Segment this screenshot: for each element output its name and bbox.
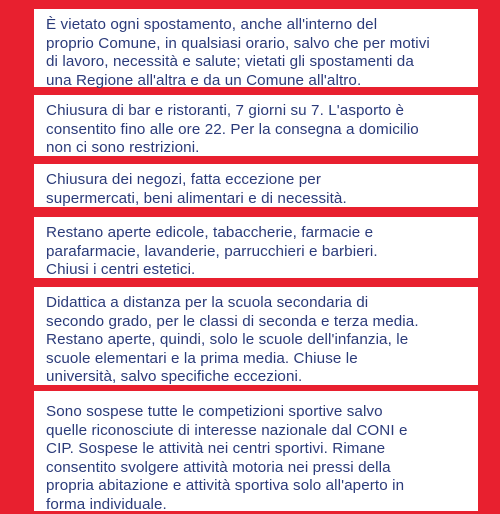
rule-card-bars-restaurants bbox=[28, 95, 478, 156]
rule-card-movement bbox=[28, 9, 478, 87]
rule-text: Sono sospese tutte le competizioni sportive salvo quelle riconosciute di interesse nazionale dal CONI e CIP. Sospese le attività nei centri sportivi. Rimane consentito svolgere attività motoria nei pressi della propria abitazione e attività sportiva solo all'aperto in forma individuale. bbox=[46, 403, 408, 513]
rule-text: È vietato ogni spostamento, anche all'interno del proprio Comune, in qualsiasi orario, salvo che per motivi di lavoro, necessità e salute; vietati gli spostamenti da una Regione all'altra e da un Comune all'altro. bbox=[46, 16, 430, 89]
rule-text: Chiusura dei negozi, fatta eccezione per supermercati, beni alimentari e di necessità. bbox=[46, 171, 347, 207]
rules-list bbox=[28, 0, 478, 513]
rule-text: Chiusura di bar e ristoranti, 7 giorni su 7. L'asporto è consentito fino alle ore 22. Per la consegna a domicilio non ci sono restrizioni. bbox=[46, 102, 419, 156]
rule-card-open-services bbox=[28, 217, 478, 278]
rule-card-sports bbox=[28, 391, 478, 511]
rule-text: Didattica a distanza per la scuola secondaria di secondo grado, per le classi di seconda e terza media. Restano aperte, quindi, solo le scuole dell'infanzia, le scuole elementari e la prima media. Chiuse le università, salvo specifiche eccezioni. bbox=[46, 294, 419, 385]
rule-text: Restano aperte edicole, tabaccherie, farmacie e parafarmacie, lavanderie, parrucchieri e barbieri. Chiusi i centri estetici. bbox=[46, 224, 378, 278]
rule-card-shops bbox=[28, 164, 478, 207]
rule-card-schools bbox=[28, 287, 478, 385]
